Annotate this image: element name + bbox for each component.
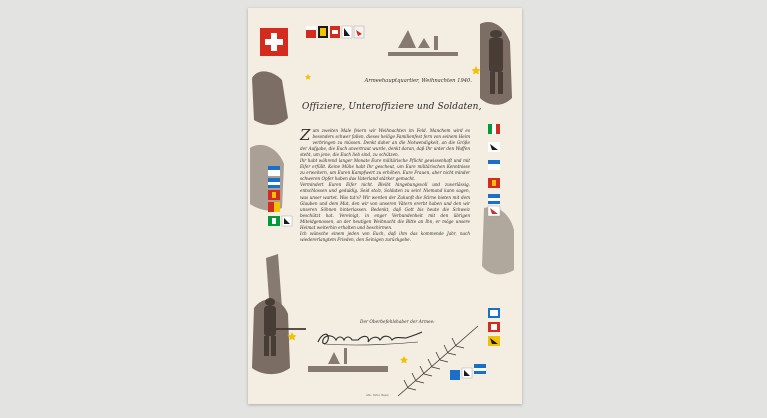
handwritten-signature [314, 328, 424, 348]
canton-flag-icon [268, 166, 292, 226]
letter-body [300, 128, 470, 243]
paragraph: Ich wünsche einem jeden von Euch, daß ihm das kommende Jahr, nach wiedererlangtem Frieden, den Seinigen zurückgebe. [300, 230, 470, 242]
drop-cap: Z [300, 126, 311, 144]
swiss-cross-icon [260, 28, 288, 56]
paragraph: Ihr habt während langer Monate Eure militärische Pflicht gewissenhaft und mit Eifer erfüllt. Keine Mühe habt Ihr gescheut, um Eure militärischen Kenntnisse zu erweitern, um Euren Kampfwert zu erhöhen. Eure Frauen, aber nicht minder schweren Opfer haben das Vaterland stärker gemacht. [300, 158, 470, 182]
paragraph-text: um zweiten Male feiern wir Weihnachten im Feld. Manchem wird es besonders schwer fallen, dieses heilige Familienfest fern von seinem Heim verbringen zu müssen. Denkt daher an die Notwendigkeit, an die Größe der Aufgabe, die Euch anvertraut wurde, denkt daran, daß Ihr unter den Waffen steht, um jene, die Euch lieb sind, zu schützen. [300, 128, 470, 158]
village-icon [388, 30, 458, 56]
paragraph: Vermindert Euren Eifer nicht. Bleibt hingebungsvoll und zuverlässig, entschlossen und geduldig. Seid stolz, Soldaten zu sein! Niemand kann sagen, was unser wartet. Was tut's? Wir werden der Zukunft die Stirne bieten mit dem Glauben und dem Mut, den wir von unseren Vätern ererbt haben und den wir unseren Söhnen hinterlassen. Bedenkt, daß Gott bis heute die Schweiz beschützt hat. Vereinigt, in enger Verbundenheit mit den übrigen Miteidgenossen, an der heutigen Weihnacht die Bitte an Ihn, er möge unsere Heimat weiterhin erhalten und beschirmen. [300, 182, 470, 230]
printer-line: Abb. Stöbi. Basel [366, 394, 389, 397]
document-page [248, 8, 522, 404]
canton-flag-icon [306, 26, 364, 38]
header-place-date: Armeehauptquartier, Weihnachten 1940. [364, 78, 472, 84]
letter-content [300, 58, 482, 358]
paragraph [300, 128, 470, 158]
letter-title: Offiziere, Unteroffiziere und Soldaten, [302, 102, 482, 112]
signature-caption: Der Oberbefehlshaber der Armee: [360, 320, 435, 325]
